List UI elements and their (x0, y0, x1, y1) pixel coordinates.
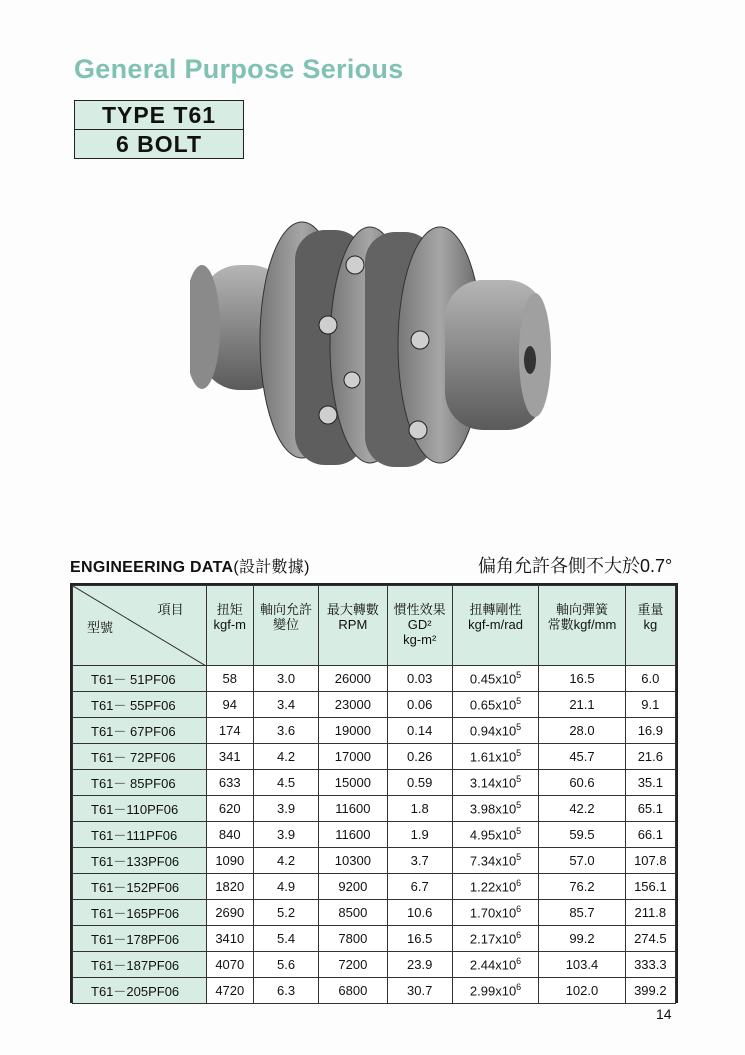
cell-axial-spring: 99.2 (539, 926, 625, 952)
cell-torsional-stiffness: $1.22x10^6$ (452, 874, 538, 900)
cell-axial-spring: 102.0 (539, 978, 625, 1004)
header-max-rpm: 最大轉數 RPM (319, 586, 387, 666)
cell-inertia: 6.7 (387, 874, 452, 900)
cell-weight: 211.8 (625, 900, 675, 926)
cell-torsional-stiffness: $0.94x10^5$ (452, 718, 538, 744)
cell-inertia: 23.9 (387, 952, 452, 978)
cell-torque: 341 (206, 744, 253, 770)
table-row (73, 822, 676, 848)
cell-axial-displacement: 3.9 (253, 822, 318, 848)
cell-torsional-stiffness: $2.17x10^6$ (452, 926, 538, 952)
cell-inertia: 1.9 (387, 822, 452, 848)
table-row (73, 666, 676, 692)
cell-torque: 4720 (206, 978, 253, 1004)
cell-max-rpm: 11600 (319, 822, 387, 848)
cell-model: T61－205PF06 (73, 978, 207, 1004)
section-subtitle: (設計數據) (233, 559, 310, 576)
page-title: General Purpose Serious (74, 54, 404, 84)
cell-model: T61－187PF06 (73, 952, 207, 978)
cell-weight: 333.3 (625, 952, 675, 978)
cell-torque: 58 (206, 666, 253, 692)
cell-max-rpm: 7800 (319, 926, 387, 952)
cell-torque: 3410 (206, 926, 253, 952)
cell-max-rpm: 19000 (319, 718, 387, 744)
cell-weight: 399.2 (625, 978, 675, 1004)
cell-torsional-stiffness: $2.44x10^6$ (452, 952, 538, 978)
header-weight: 重量 kg (625, 586, 675, 666)
cell-model: T61－111PF06 (73, 822, 207, 848)
cell-max-rpm: 26000 (319, 666, 387, 692)
cell-axial-displacement: 6.3 (253, 978, 318, 1004)
table-row (73, 926, 676, 952)
table-row (73, 718, 676, 744)
cell-max-rpm: 7200 (319, 952, 387, 978)
angle-note: 偏角允許各側不大於0.7° (478, 556, 673, 576)
cell-weight: 107.8 (625, 848, 675, 874)
section-title: ENGINEERING DATA (70, 559, 234, 576)
cell-model: T61－133PF06 (73, 848, 207, 874)
cell-weight: 16.9 (625, 718, 675, 744)
cell-model: T61－ 72PF06 (73, 744, 207, 770)
type-box (74, 100, 244, 159)
header-corner (73, 586, 207, 666)
table-row (73, 900, 676, 926)
cell-weight: 66.1 (625, 822, 675, 848)
cell-axial-displacement: 4.2 (253, 848, 318, 874)
table-row (73, 796, 676, 822)
cell-torque: 1090 (206, 848, 253, 874)
cell-torque: 2690 (206, 900, 253, 926)
cell-inertia: 0.26 (387, 744, 452, 770)
cell-weight: 65.1 (625, 796, 675, 822)
cell-axial-displacement: 3.6 (253, 718, 318, 744)
cell-axial-displacement: 4.5 (253, 770, 318, 796)
cell-torque: 94 (206, 692, 253, 718)
cell-model: T61－ 67PF06 (73, 718, 207, 744)
cell-inertia: 3.7 (387, 848, 452, 874)
cell-axial-displacement: 4.9 (253, 874, 318, 900)
cell-torque: 174 (206, 718, 253, 744)
cell-axial-spring: 57.0 (539, 848, 625, 874)
cell-max-rpm: 10300 (319, 848, 387, 874)
cell-model: T61－110PF06 (73, 796, 207, 822)
cell-model: T61－ 51PF06 (73, 666, 207, 692)
cell-max-rpm: 6800 (319, 978, 387, 1004)
cell-torque: 633 (206, 770, 253, 796)
cell-model: T61－178PF06 (73, 926, 207, 952)
cell-torsional-stiffness: $3.14x10^5$ (452, 770, 538, 796)
cell-torque: 840 (206, 822, 253, 848)
table-row (73, 744, 676, 770)
cell-model: T61－ 55PF06 (73, 692, 207, 718)
cell-inertia: 0.03 (387, 666, 452, 692)
cell-inertia: 0.06 (387, 692, 452, 718)
cell-axial-spring: 45.7 (539, 744, 625, 770)
cell-torsional-stiffness: $2.99x10^6$ (452, 978, 538, 1004)
cell-weight: 274.5 (625, 926, 675, 952)
cell-model: T61－152PF06 (73, 874, 207, 900)
cell-inertia: 1.8 (387, 796, 452, 822)
cell-max-rpm: 15000 (319, 770, 387, 796)
type-label: TYPE T61 (101, 102, 217, 128)
cell-inertia: 16.5 (387, 926, 452, 952)
coupling-product-image (190, 220, 560, 480)
cell-inertia: 30.7 (387, 978, 452, 1004)
cell-model: T61－165PF06 (73, 900, 207, 926)
cell-max-rpm: 8500 (319, 900, 387, 926)
cell-weight: 156.1 (625, 874, 675, 900)
engineering-data-heading (70, 554, 310, 577)
header-torque: 扭矩 kgf-m (206, 586, 253, 666)
cell-weight: 35.1 (625, 770, 675, 796)
cell-torsional-stiffness: $1.61x10^5$ (452, 744, 538, 770)
cell-axial-spring: 21.1 (539, 692, 625, 718)
cell-weight: 6.0 (625, 666, 675, 692)
cell-axial-displacement: 3.9 (253, 796, 318, 822)
cell-torsional-stiffness: $7.34x10^5$ (452, 848, 538, 874)
header-inertia: 慣性效果 GD² kg-m² (387, 586, 452, 666)
cell-torsional-stiffness: $4.95x10^5$ (452, 822, 538, 848)
cell-axial-displacement: 4.2 (253, 744, 318, 770)
cell-max-rpm: 11600 (319, 796, 387, 822)
cell-torsional-stiffness: $0.65x10^5$ (452, 692, 538, 718)
cell-torsional-stiffness: $0.45x10^5$ (452, 666, 538, 692)
cell-axial-spring: 16.5 (539, 666, 625, 692)
table-row (73, 692, 676, 718)
cell-torque: 1820 (206, 874, 253, 900)
cell-max-rpm: 23000 (319, 692, 387, 718)
cell-inertia: 0.14 (387, 718, 452, 744)
cell-axial-displacement: 5.4 (253, 926, 318, 952)
table-row (73, 874, 676, 900)
cell-axial-spring: 76.2 (539, 874, 625, 900)
cell-axial-displacement: 3.0 (253, 666, 318, 692)
table-row (73, 952, 676, 978)
cell-inertia: 0.59 (387, 770, 452, 796)
cell-torsional-stiffness: $3.98x10^5$ (452, 796, 538, 822)
header-axial-spring: 軸向彈簧 常數kgf/mm (539, 586, 625, 666)
cell-max-rpm: 17000 (319, 744, 387, 770)
cell-weight: 9.1 (625, 692, 675, 718)
cell-axial-spring: 103.4 (539, 952, 625, 978)
cell-axial-displacement: 3.4 (253, 692, 318, 718)
cell-axial-displacement: 5.6 (253, 952, 318, 978)
table-row (73, 978, 676, 1004)
header-item-label: 項目 (157, 602, 184, 617)
cell-axial-spring: 42.2 (539, 796, 625, 822)
cell-torque: 4070 (206, 952, 253, 978)
table-row (73, 848, 676, 874)
header-torsional-stiffness: 扭轉剛性 kgf-m/rad (452, 586, 538, 666)
cell-axial-displacement: 5.2 (253, 900, 318, 926)
header-axial-displacement: 軸向允許 變位 (253, 586, 318, 666)
cell-axial-spring: 85.7 (539, 900, 625, 926)
table-row (73, 770, 676, 796)
cell-weight: 21.6 (625, 744, 675, 770)
bolt-label: 6 BOLT (75, 129, 243, 158)
header-model-label: 型號 (87, 620, 114, 635)
cell-axial-spring: 60.6 (539, 770, 625, 796)
cell-model: T61－ 85PF06 (73, 770, 207, 796)
cell-torque: 620 (206, 796, 253, 822)
cell-max-rpm: 9200 (319, 874, 387, 900)
cell-axial-spring: 28.0 (539, 718, 625, 744)
cell-inertia: 10.6 (387, 900, 452, 926)
cell-axial-spring: 59.5 (539, 822, 625, 848)
page-number: 14 (656, 1006, 672, 1022)
cell-torsional-stiffness: $1.70x10^6$ (452, 900, 538, 926)
engineering-data-table (70, 583, 678, 1003)
